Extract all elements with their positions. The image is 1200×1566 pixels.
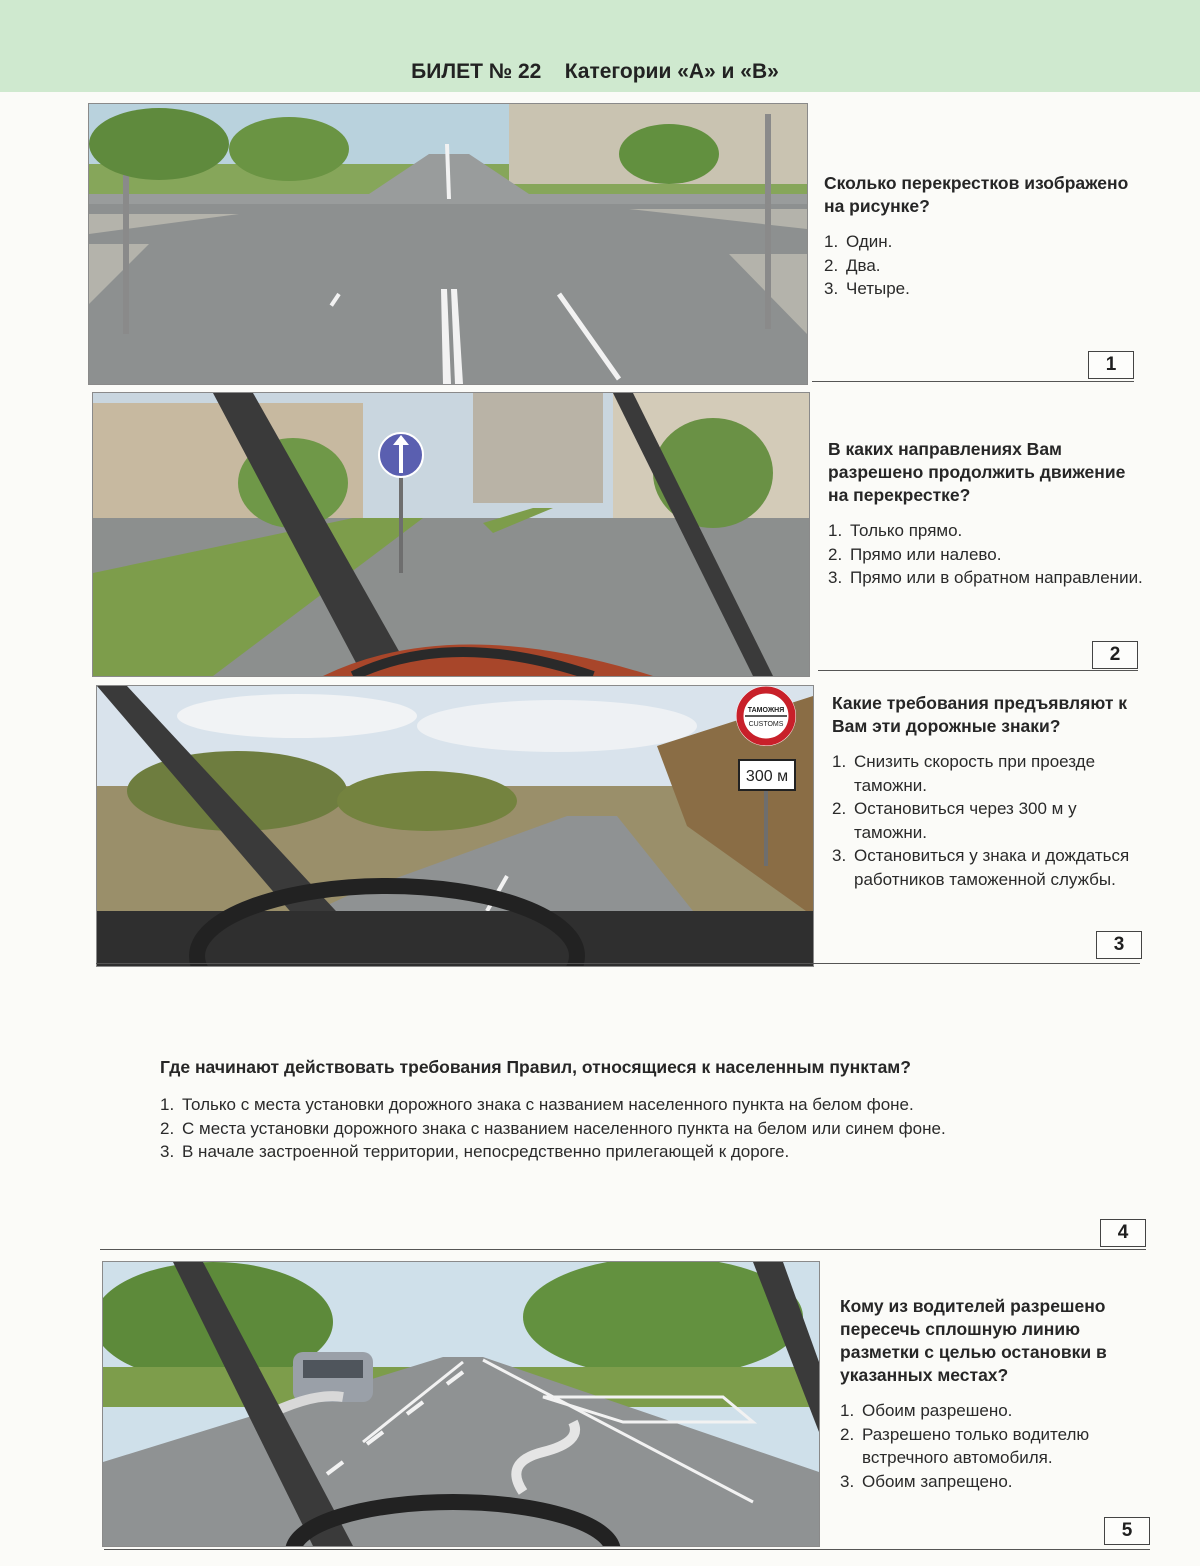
customs-sign-ru: ТАМОЖНЯ [747,707,785,714]
question-2 [828,438,1148,590]
customs-sign-en: CUSTOMS [748,721,784,728]
answer-option[interactable]: 2. Прямо или налево. [828,544,1002,564]
question-5-text: Кому из водителей разрешено пересечь сплошную линию разметки с целью остановки в указанных местах? [840,1296,1107,1385]
question-3 [832,692,1142,891]
question-3-text: Какие требования предъявляют к Вам эти дорожные знаки? [832,693,1128,736]
question-2-answers [828,519,1148,590]
question-1-divider [812,381,1134,382]
question-4-number: 4 [1100,1219,1146,1247]
answer-option[interactable]: 3. Четыре. [824,279,910,298]
question-1-number: 1 [1088,351,1134,379]
question-2-divider [818,670,1138,671]
question-5-divider [104,1549,1150,1550]
question-4-text: Где начинают действовать требования Правил, относящиеся к населенным пунктам? [160,1057,911,1077]
ticket-title [0,60,1190,84]
answer-option[interactable]: 3. Остановиться у знака и дождаться работников таможенной службы. [832,846,1130,889]
intersection-scene [89,104,807,384]
answer-option[interactable]: 2. С места установки дорожного знака с названием населенного пункта на белом или синем фоне. [160,1118,946,1138]
windshield-scene [93,393,809,676]
distance-sign: 300 м [745,768,789,785]
question-5-answers [840,1399,1160,1493]
question-2-illustration [92,392,810,677]
answer-option[interactable]: 2. Остановиться через 300 м у таможни. [832,799,1077,842]
question-1-illustration [88,103,808,385]
question-3-number: 3 [1096,931,1142,959]
answer-option[interactable]: 2. Разрешено только водителю встречного автомобиля. [840,1424,1090,1467]
answer-option[interactable]: 3. Прямо или в обратном направлении. [828,568,1143,587]
countryside-road-scene [103,1262,819,1546]
question-3-illustration [96,685,814,967]
road-scene [97,686,813,966]
answer-option[interactable]: 1. Только прямо. [828,521,963,540]
answer-option[interactable]: 1. Снизить скорость при проезде таможни. [832,752,1096,795]
ticket-categories: Категории «А» и «В» [564,60,779,83]
question-1 [824,172,1144,301]
answer-option[interactable]: 1. Один. [824,232,893,251]
question-1-text: Сколько перекрестков изображено на рисунке? [824,173,1129,216]
question-4 [160,1056,1100,1164]
question-2-number: 2 [1092,641,1138,669]
question-4-answers [160,1093,1100,1164]
answer-option[interactable]: 2. Два. [824,255,881,275]
answer-option[interactable]: 3. В начале застроенной территории, непосредственно прилегающей к дороге. [160,1142,790,1161]
question-1-answers [824,230,1144,301]
question-3-answers [832,750,1142,891]
question-4-divider [100,1249,1146,1250]
question-5 [840,1295,1160,1493]
answer-option[interactable]: 1. Обоим разрешено. [840,1401,1013,1420]
answer-option[interactable]: 3. Обоим запрещено. [840,1471,1013,1491]
header-band [0,0,1200,92]
question-3-divider [96,963,1140,964]
question-5-illustration [102,1261,820,1547]
question-5-number: 5 [1104,1517,1150,1545]
ticket-number: БИЛЕТ № 22 [411,60,542,83]
question-2-text: В каких направлениях Вам разрешено продолжить движение на перекрестке? [828,439,1126,505]
answer-option[interactable]: 1. Только с места установки дорожного знака с названием населенного пункта на белом фоне. [160,1095,914,1114]
